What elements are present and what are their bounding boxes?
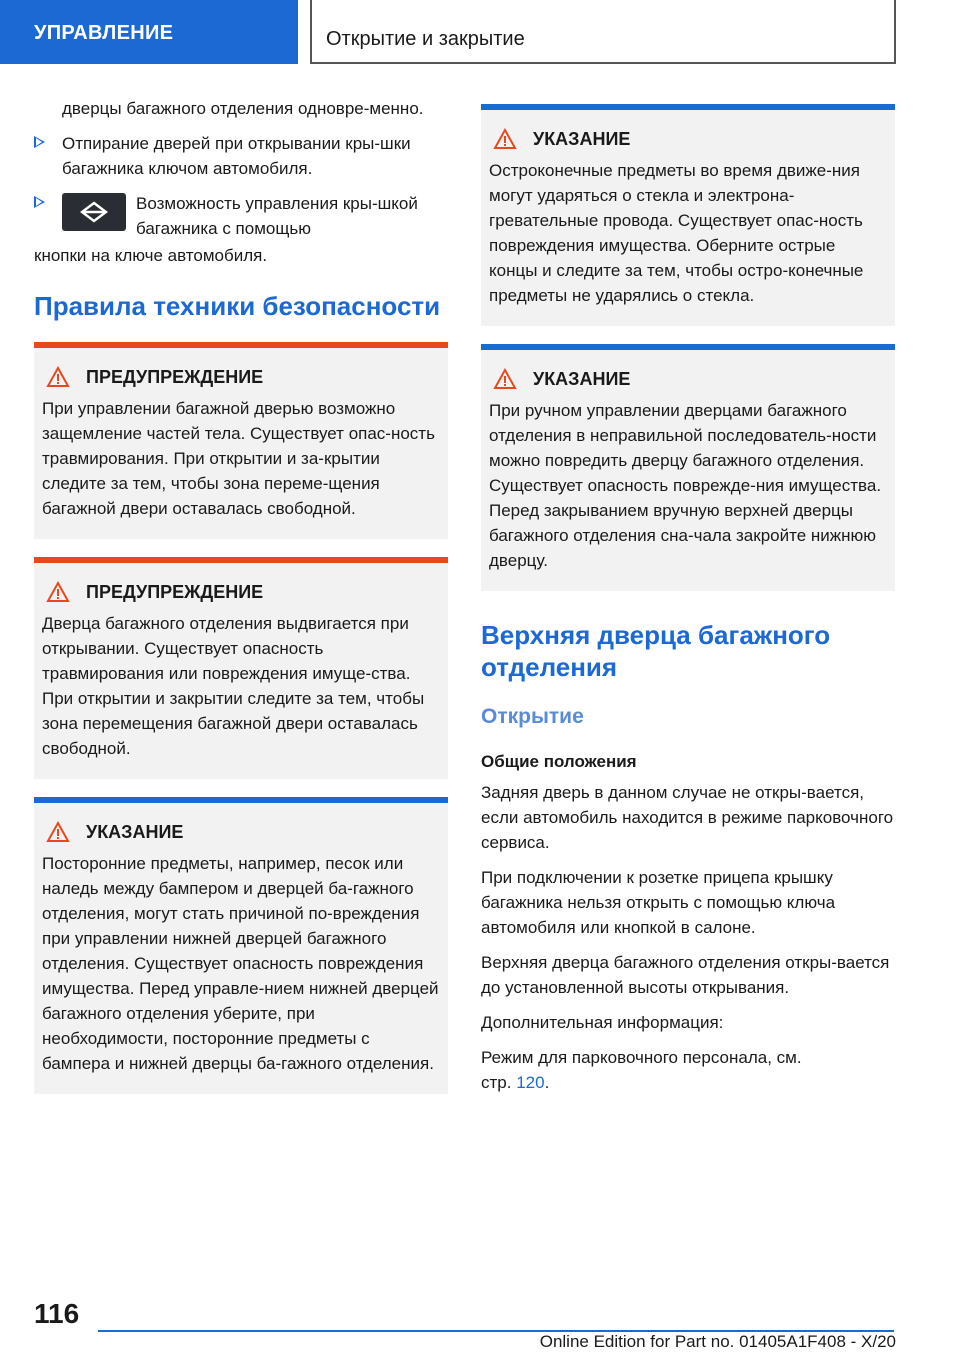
warning-box bbox=[34, 557, 448, 779]
subsection-heading: Открытие bbox=[481, 705, 584, 728]
bullet-text-continued: кнопки на ключе автомобиля. bbox=[34, 246, 268, 265]
note-text: Посторонние предметы, например, песок или наледь между бампером и дверцей ба-гажного отделения, могут стать причиной по-вреждения при управлении нижней дверцей багажного отделения. Существует опасность повреждения имущества. Перед управле-нием нижней дверцей багажного отделения уберите, при необходимости, посторонние предметы с бампера и нижней дверцы ба-гажного отделения. bbox=[42, 854, 439, 1073]
body-paragraph: Задняя дверь в данном случае не откры-вается, если автомобиль находится в режиме парковочного сервиса. bbox=[481, 783, 894, 852]
bullet-triangle-icon bbox=[34, 196, 45, 208]
warning-text: При управлении багажной дверью возможно защемление частей тела. Существует опас-ность травмирования. При открытии и за-крытии следите за тем, чтобы зона переме-щения багажной двери оставалась свободной. bbox=[42, 399, 435, 518]
list-item bbox=[34, 131, 448, 181]
warning-triangle-icon bbox=[493, 128, 517, 150]
sub-subsection-heading: Общие положения bbox=[481, 752, 637, 771]
warning-triangle-icon bbox=[46, 821, 70, 843]
body-paragraph: Дополнительная информация: bbox=[481, 1013, 724, 1032]
page-header bbox=[0, 0, 960, 66]
bullet-text: Возможность управления кры-шкой багажника с помощью bbox=[136, 194, 418, 238]
body-paragraph: Режим для парковочного персонала, см. bbox=[481, 1048, 802, 1067]
list-item bbox=[34, 191, 448, 241]
note-box bbox=[481, 344, 895, 591]
right-column bbox=[481, 104, 895, 1095]
note-text: При ручном управлении дверцами багажного отделения в неправильной последователь-ности можно повредить дверцу багажного отделения. Существует опасность поврежде-ния имущества. Перед закрыванием вручную верхней дверцы багажного отделения сна-чала закройте нижнюю дверцу. bbox=[489, 401, 882, 570]
note-title: УКАЗАНИЕ bbox=[86, 822, 184, 842]
section-tab[interactable]: УПРАВЛЕНИЕ bbox=[0, 0, 298, 64]
trunk-key-button-icon bbox=[62, 193, 126, 231]
warning-triangle-icon bbox=[46, 581, 70, 603]
note-box bbox=[481, 104, 895, 326]
section-heading: Правила техники безопасности bbox=[34, 291, 441, 321]
page-ref-prefix: стр. bbox=[481, 1073, 512, 1092]
warning-title: ПРЕДУПРЕЖДЕНИЕ bbox=[86, 367, 264, 387]
page-ref-suffix: . bbox=[544, 1073, 550, 1092]
bullet-text: Отпирание дверей при открывании кры-шки багажника ключом автомобиля. bbox=[62, 134, 411, 178]
edition-text: Online Edition for Part no. 01405A1F408 - X/20 bbox=[539, 1332, 896, 1351]
intro-text: дверцы багажного отделения одновре-менно. bbox=[62, 99, 424, 118]
note-box bbox=[34, 797, 448, 1094]
bullet-triangle-icon bbox=[34, 136, 45, 148]
note-title: УКАЗАНИЕ bbox=[533, 369, 631, 389]
page-link[interactable]: 120 bbox=[516, 1073, 545, 1092]
body-paragraph: Верхняя дверца багажного отделения откры-вается до установленной высоты открывания. bbox=[481, 953, 890, 997]
page-number: 116 bbox=[34, 1298, 80, 1329]
left-column bbox=[34, 96, 448, 1112]
warning-title: ПРЕДУПРЕЖДЕНИЕ bbox=[86, 582, 264, 602]
body-paragraph: При подключении к розетке прицепа крышку багажника нельзя открыть с помощью ключа автомобиля или кнопкой в салоне. bbox=[481, 868, 836, 937]
warning-triangle-icon bbox=[46, 366, 70, 388]
section-heading: Верхняя дверца багажного отделения bbox=[481, 620, 831, 682]
page-reference bbox=[481, 1070, 895, 1095]
warning-triangle-icon bbox=[493, 368, 517, 390]
warning-box bbox=[34, 342, 448, 539]
note-text: Остроконечные предметы во время движе-ния могут ударяться о стекла и электрона-гревательные провода. Существует опас-ность повреждения имущества. Оберните острые концы и следите за тем, чтобы остро-конечные предметы не ударялись о стекла. bbox=[489, 161, 864, 305]
warning-text: Дверца багажного отделения выдвигается при открывании. Существует опасность травмирования или повреждения имуще-ства. При открытии и закрытии следите за тем, чтобы зона перемещения багажной двери оставалась свободной. bbox=[42, 614, 425, 758]
note-title: УКАЗАНИЕ bbox=[533, 129, 631, 149]
chapter-title: Открытие и закрытие bbox=[326, 28, 525, 50]
